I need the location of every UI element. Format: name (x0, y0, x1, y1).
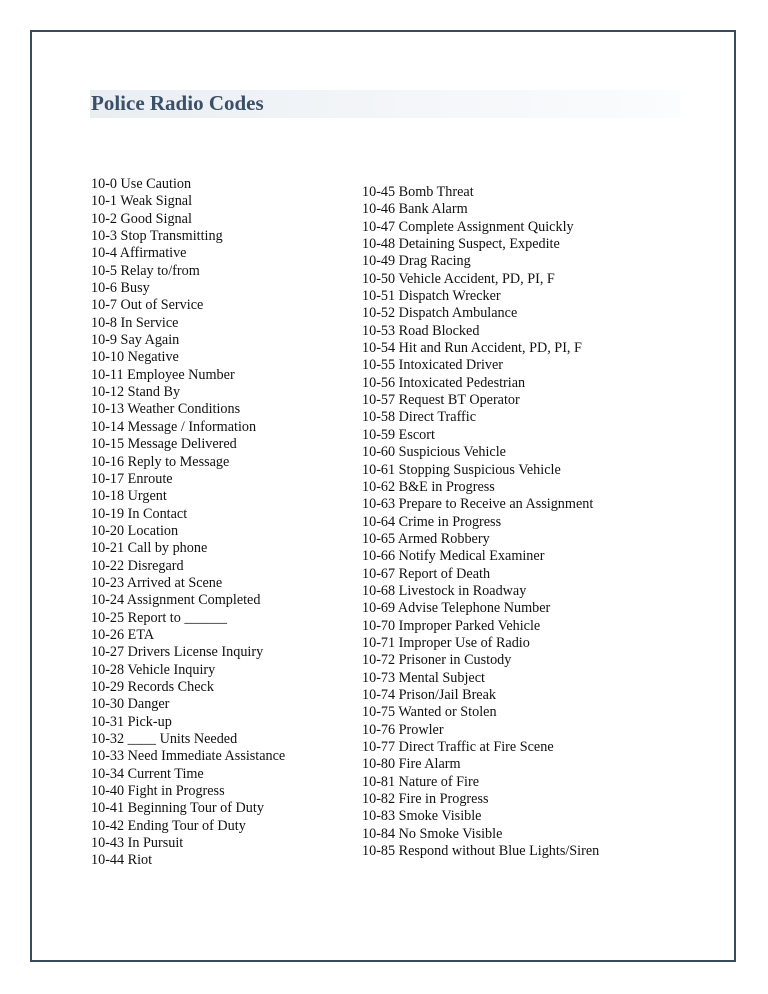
radio-code-item: 10-44 Riot (91, 852, 153, 869)
radio-code-item: 10-4 Affirmative (91, 245, 187, 262)
radio-code-item: 10-0 Use Caution (91, 176, 192, 192)
radio-code-item: 10-14 Message / Information (91, 418, 257, 435)
radio-code-item: 10-62 B&E in Progress (362, 478, 495, 495)
radio-code-item: 10-69 Advise Telephone Number (362, 600, 551, 617)
radio-code-item: 10-80 Fire Alarm (362, 756, 461, 773)
radio-code-item: 10-65 Armed Robbery (362, 530, 490, 547)
radio-code-item: 10-32 ____ Units Needed (91, 731, 238, 747)
radio-code-item: 10-19 In Contact (91, 505, 188, 522)
radio-code-item: 10-41 Beginning Tour of Duty (91, 800, 264, 817)
radio-code-item: 10-84 No Smoke Visible (362, 825, 503, 842)
radio-code-item: 10-85 Respond without Blue Lights/Siren (362, 843, 600, 860)
radio-code-item: 10-26 ETA (91, 626, 155, 643)
radio-code-item: 10-22 Disregard (91, 557, 184, 574)
radio-code-item: 10-25 Report to ______ (91, 609, 227, 626)
radio-code-item: 10-27 Drivers License Inquiry (91, 644, 264, 661)
radio-code-item: 10-63 Prepare to Receive an Assignment (362, 496, 594, 513)
radio-code-item: 10-81 Nature of Fire (362, 773, 480, 790)
radio-code-item: 10-21 Call by phone (91, 540, 208, 557)
radio-code-item: 10-28 Vehicle Inquiry (91, 661, 216, 678)
radio-code-item: 10-76 Prowler (362, 721, 444, 738)
radio-code-item: 10-20 Location (91, 522, 179, 539)
radio-code-item: 10-13 Weather Conditions (91, 401, 241, 418)
radio-code-item: 10-3 Stop Transmitting (91, 228, 223, 245)
radio-code-item: 10-17 Enroute (91, 470, 173, 487)
right-code-column (362, 184, 599, 860)
radio-code-item: 10-72 Prisoner in Custody (362, 652, 512, 669)
page-title: Police Radio Codes (91, 91, 264, 115)
radio-code-item: 10-30 Danger (91, 696, 170, 713)
radio-code-item: 10-52 Dispatch Ambulance (362, 305, 518, 322)
radio-code-item: 10-57 Request BT Operator (362, 392, 520, 409)
radio-code-item: 10-70 Improper Parked Vehicle (362, 617, 541, 634)
radio-code-item: 10-6 Busy (91, 280, 150, 297)
radio-code-item: 10-46 Bank Alarm (362, 201, 468, 218)
radio-code-item: 10-15 Message Delivered (91, 436, 237, 453)
radio-code-item: 10-5 Relay to/from (91, 262, 200, 279)
radio-code-item: 10-2 Good Signal (91, 210, 192, 227)
radio-code-item: 10-71 Improper Use of Radio (362, 634, 530, 651)
radio-code-item: 10-64 Crime in Progress (362, 513, 502, 530)
radio-code-item: 10-73 Mental Subject (362, 669, 485, 686)
radio-code-item: 10-82 Fire in Progress (362, 791, 489, 808)
radio-code-item: 10-8 In Service (91, 314, 179, 331)
radio-code-item: 10-42 Ending Tour of Duty (91, 817, 246, 834)
radio-code-item: 10-9 Say Again (91, 332, 180, 349)
radio-code-item: 10-54 Hit and Run Accident, PD, PI, F (362, 340, 582, 357)
radio-code-item: 10-40 Fight in Progress (91, 783, 225, 800)
radio-code-item: 10-50 Vehicle Accident, PD, PI, F (362, 270, 555, 287)
radio-code-item: 10-7 Out of Service (91, 297, 204, 314)
radio-code-item: 10-48 Detaining Suspect, Expedite (362, 236, 560, 253)
left-code-column (91, 176, 285, 870)
radio-code-item: 10-83 Smoke Visible (362, 808, 482, 825)
radio-code-item: 10-1 Weak Signal (91, 193, 193, 210)
radio-code-item: 10-31 Pick-up (91, 713, 172, 730)
radio-code-item: 10-29 Records Check (91, 678, 214, 695)
radio-code-item: 10-18 Urgent (91, 488, 167, 505)
radio-code-item: 10-47 Complete Assignment Quickly (362, 218, 574, 235)
radio-code-item: 10-33 Need Immediate Assistance (91, 748, 286, 765)
radio-code-item: 10-59 Escort (362, 426, 435, 443)
radio-code-item: 10-45 Bomb Threat (362, 184, 474, 200)
radio-code-item: 10-43 In Pursuit (91, 835, 184, 852)
radio-code-item: 10-53 Road Blocked (362, 322, 480, 339)
radio-code-item: 10-75 Wanted or Stolen (362, 704, 497, 721)
radio-code-item: 10-12 Stand By (91, 384, 181, 401)
radio-code-item: 10-66 Notify Medical Examiner (362, 548, 545, 565)
radio-code-item: 10-55 Intoxicated Driver (362, 357, 504, 374)
radio-code-item: 10-23 Arrived at Scene (91, 574, 223, 591)
radio-code-item: 10-77 Direct Traffic at Fire Scene (362, 739, 554, 755)
radio-code-item: 10-61 Stopping Suspicious Vehicle (362, 461, 561, 478)
radio-code-item: 10-51 Dispatch Wrecker (362, 288, 501, 305)
radio-code-item: 10-56 Intoxicated Pedestrian (362, 374, 526, 391)
radio-code-item: 10-58 Direct Traffic (362, 409, 477, 426)
radio-code-item: 10-49 Drag Racing (362, 253, 471, 270)
radio-code-item: 10-67 Report of Death (362, 565, 491, 582)
radio-code-item: 10-24 Assignment Completed (91, 592, 261, 609)
radio-code-item: 10-74 Prison/Jail Break (362, 686, 496, 703)
radio-code-item: 10-16 Reply to Message (91, 453, 230, 470)
radio-code-item: 10-34 Current Time (91, 765, 204, 782)
radio-code-item: 10-11 Employee Number (91, 366, 235, 383)
radio-code-item: 10-60 Suspicious Vehicle (362, 444, 506, 461)
radio-code-item: 10-68 Livestock in Roadway (362, 582, 527, 599)
radio-code-item: 10-10 Negative (91, 349, 179, 366)
